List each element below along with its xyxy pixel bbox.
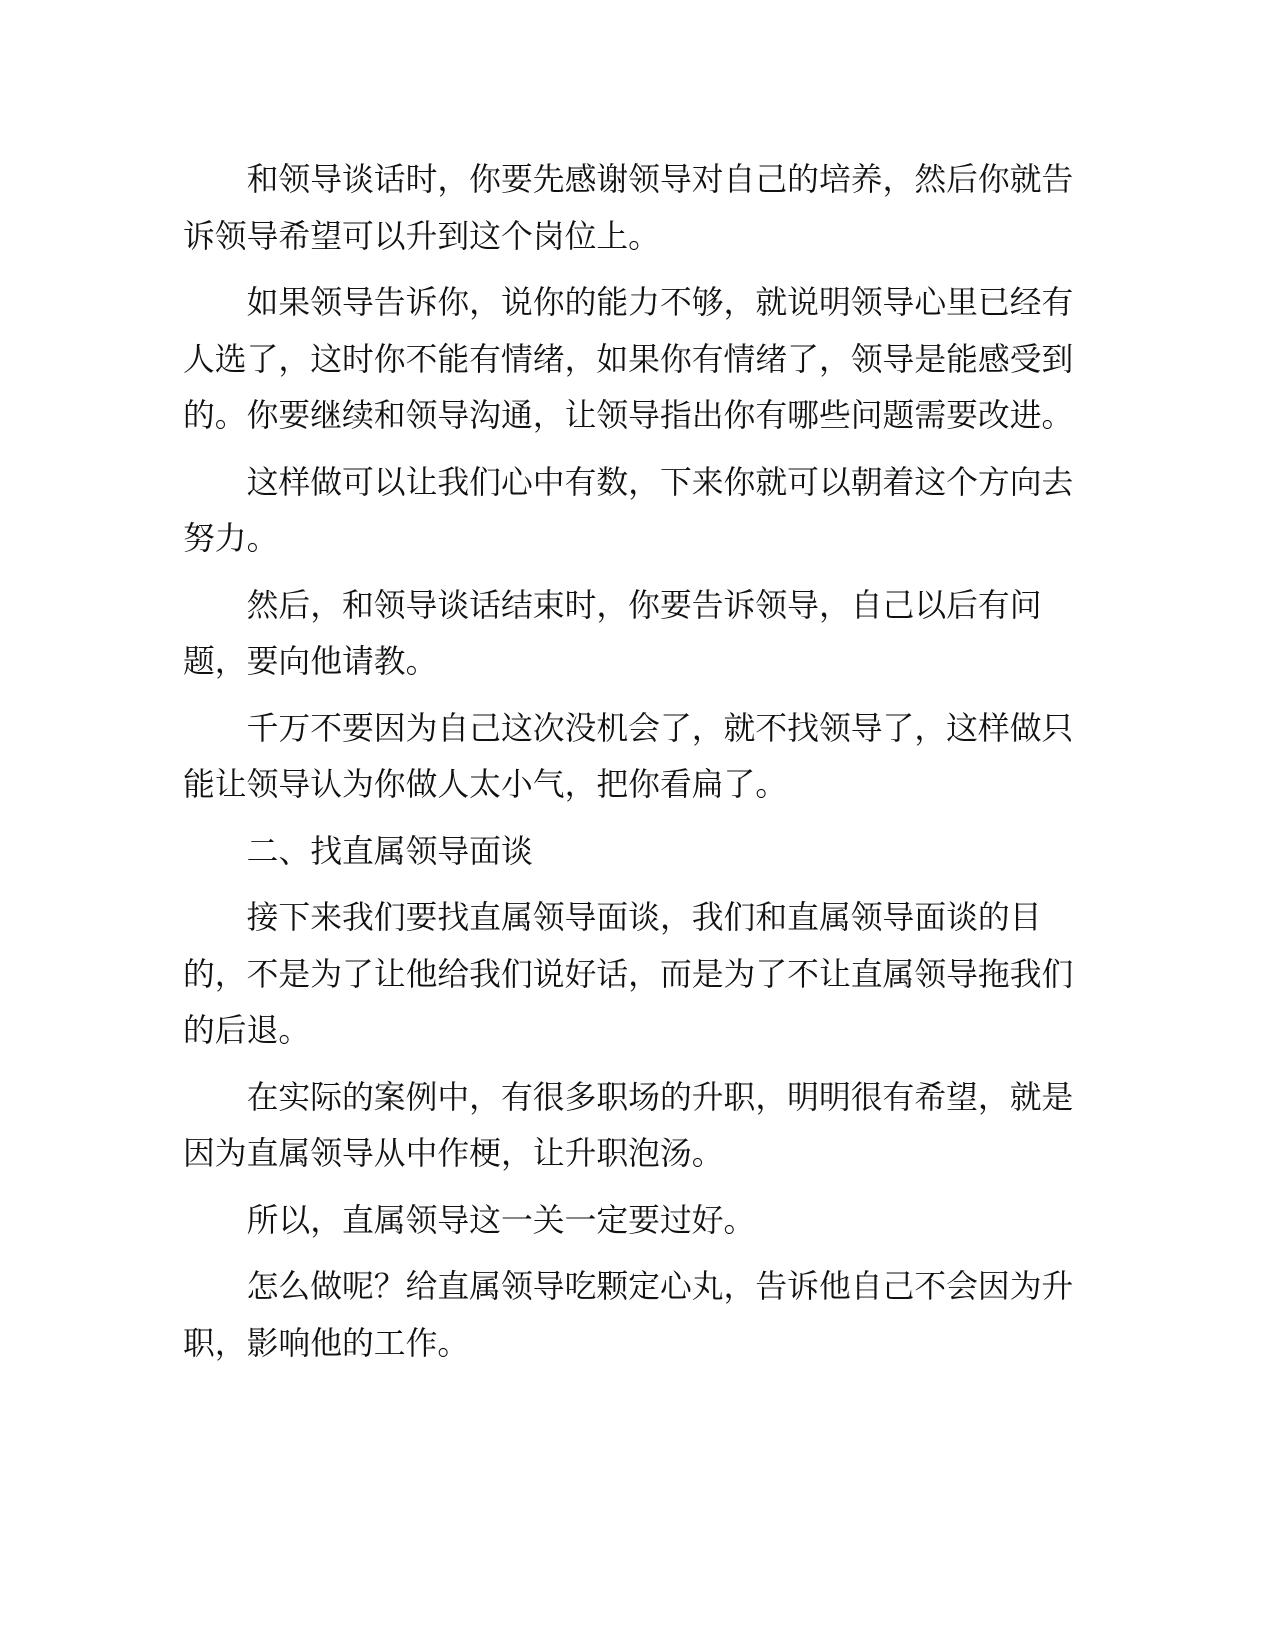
- paragraph-2: 如果领导告诉你，说你的能力不够，就说明领导心里已经有人选了，这时你不能有情绪，如果你有情绪了，领导是能感受到的。你要继续和领导沟通，让领导指出你有哪些问题需要改进。: [183, 284, 1074, 434]
- document-page: [183, 152, 1088, 1382]
- paragraph-6: 接下来我们要找直属领导面谈，我们和直属领导面谈的目的，不是为了让他给我们说好话，而是为了不让直属领导拖我们的后退。: [183, 899, 1074, 1049]
- paragraph-4: 然后，和领导谈话结束时，你要告诉领导，自己以后有问题，要向他请教。: [183, 586, 1042, 680]
- paragraph-9: 怎么做呢？给直属领导吃颗定心丸，告诉他自己不会因为升职，影响他的工作。: [183, 1268, 1074, 1362]
- paragraph-5: 千万不要因为自己这次没机会了，就不找领导了，这样做只能让领导认为你做人太小气，把你看扁了。: [183, 709, 1074, 803]
- section-heading: 二、找直属领导面谈: [246, 832, 533, 870]
- paragraph-7: 在实际的案例中，有很多职场的升职，明明很有希望，就是因为直属领导从中作梗，让升职泡汤。: [183, 1078, 1074, 1172]
- paragraph-8: 所以，直属领导这一关一定要过好。: [246, 1201, 756, 1239]
- paragraph-3: 这样做可以让我们心中有数，下来你就可以朝着这个方向去努力。: [183, 463, 1074, 557]
- paragraph-1: 和领导谈话时，你要先感谢领导对自己的培养，然后你就告诉领导希望可以升到这个岗位上。: [183, 161, 1074, 255]
